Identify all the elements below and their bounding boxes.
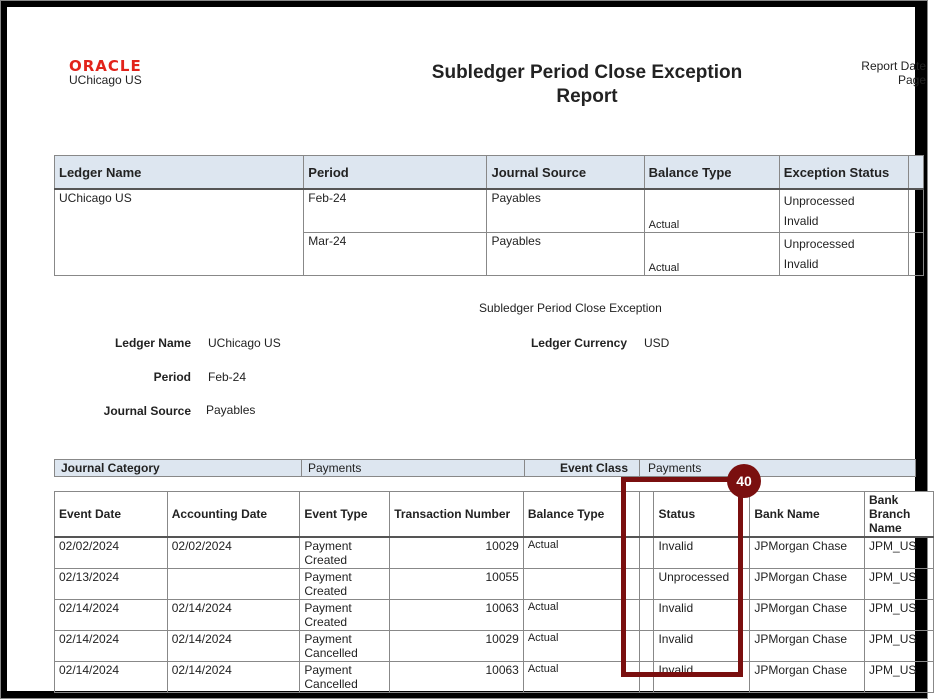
balance-type-cell: Actual: [523, 537, 640, 569]
col-ledger-name: Ledger Name: [55, 156, 304, 190]
journal-source-cell: Payables: [487, 189, 644, 233]
event-date-cell: 02/02/2024: [55, 537, 168, 569]
balance-type-cell: Actual: [644, 233, 779, 276]
bank-name-cell: JPMorgan Chase: [750, 600, 865, 631]
balance-type-cell: Actual: [644, 189, 779, 233]
accounting-date-cell: 02/14/2024: [167, 662, 300, 693]
table-row: [55, 569, 934, 600]
transaction-number-cell: 10029: [390, 631, 524, 662]
cut-cell: [908, 233, 923, 276]
journal-category-bar: [54, 459, 916, 477]
organization-name: UChicago US: [69, 73, 142, 87]
report-title: [407, 61, 767, 109]
bank-name-cell: JPMorgan Chase: [750, 569, 865, 600]
bank-branch-cell: JPM_US: [865, 662, 934, 693]
journal-source-label: Journal Source: [103, 404, 191, 418]
status-cell: Invalid: [654, 537, 750, 569]
event-date-cell: 02/14/2024: [55, 631, 168, 662]
cut-cell: [908, 189, 923, 233]
exception-status-cell: [779, 233, 908, 276]
bank-name-cell: JPMorgan Chase: [750, 537, 865, 569]
status-cell: Unprocessed: [654, 569, 750, 600]
journal-source-value: Payables: [206, 403, 256, 417]
status-cell: Invalid: [654, 662, 750, 693]
bank-branch-cell: JPM_US: [865, 600, 934, 631]
journal-source-cell: Payables: [487, 233, 644, 276]
accounting-date-cell: [167, 569, 300, 600]
period-label: Period: [153, 370, 191, 384]
callout-number-badge: 40: [727, 464, 761, 498]
event-type-line1: Payment: [304, 632, 352, 646]
ledger-name-label: Ledger Name: [114, 336, 191, 350]
event-type-cell: [300, 631, 390, 662]
report-date-label: Report Date: [861, 59, 926, 73]
report-page: [7, 7, 926, 691]
status-cell: Invalid: [654, 631, 750, 662]
event-type-line1: Payment: [304, 539, 352, 553]
summary-header-row: [55, 156, 924, 190]
status-unprocessed: Unprocessed: [783, 194, 855, 208]
event-class-label: Event Class: [560, 461, 629, 475]
status-cell: Invalid: [654, 600, 750, 631]
col-bank-branch-name: Bank Branch Name: [865, 492, 934, 538]
transaction-number-cell: 10055: [390, 569, 524, 600]
balance-type-cell: Actual: [523, 600, 640, 631]
ledger-name-value: UChicago US: [208, 336, 281, 350]
event-type-line2: Created: [304, 584, 348, 598]
col-status: Status: [654, 492, 750, 538]
status-invalid: Invalid: [783, 257, 819, 271]
summary-table: [54, 155, 924, 276]
page-label: Page: [897, 73, 926, 87]
transaction-number-cell: 10029: [390, 537, 524, 569]
table-row: [55, 662, 934, 693]
ledger-name-cell: UChicago US: [55, 189, 304, 276]
table-row: [55, 189, 924, 233]
transaction-number-cell: 10063: [390, 600, 524, 631]
table-row: [55, 537, 934, 569]
ledger-currency-value: USD: [644, 336, 670, 350]
col-transaction-number: Transaction Number: [390, 492, 524, 538]
journal-category-label: Journal Category: [61, 461, 160, 475]
title-line1: Subledger Period Close Exception: [431, 62, 743, 83]
transaction-number-cell: 10063: [390, 662, 524, 693]
event-type-line1: Payment: [304, 663, 352, 677]
divider: [301, 460, 302, 476]
detail-table: [54, 491, 934, 693]
status-callout-box: [621, 477, 743, 677]
ledger-currency-label: Ledger Currency: [530, 336, 627, 350]
col-journal-source: Journal Source: [487, 156, 644, 190]
report-date-block: [846, 59, 926, 87]
event-type-line2: Created: [304, 553, 348, 567]
exception-status-cell: [779, 189, 908, 233]
event-type-line2: Created: [304, 615, 348, 629]
period-cell: Feb-24: [304, 189, 487, 233]
bank-name-cell: JPMorgan Chase: [750, 631, 865, 662]
period-value: Feb-24: [208, 370, 247, 384]
col-cut: [908, 156, 923, 190]
balance-type-cell: Actual: [523, 631, 640, 662]
col-event-type: Event Type: [300, 492, 390, 538]
balance-type-cell: Actual: [523, 662, 640, 693]
table-row: [55, 600, 934, 631]
col-event-date: Event Date: [55, 492, 168, 538]
status-invalid: Invalid: [783, 214, 819, 228]
table-row: [55, 631, 934, 662]
bank-branch-cell: JPM_US: [865, 537, 934, 569]
event-type-cell: [300, 569, 390, 600]
bank-name-cell: JPMorgan Chase: [750, 662, 865, 693]
event-date-cell: 02/14/2024: [55, 662, 168, 693]
detail-header-row: [55, 492, 934, 538]
period-cell: Mar-24: [304, 233, 487, 276]
title-line2: Report: [556, 86, 618, 107]
oracle-logo: ORACLE: [69, 57, 142, 75]
divider: [639, 460, 640, 476]
bank-branch-cell: JPM_US: [865, 569, 934, 600]
event-type-line1: Payment: [304, 601, 352, 615]
event-type-cell: [300, 537, 390, 569]
col-balance-type: Balance Type: [523, 492, 640, 538]
event-type-line2: Cancelled: [304, 646, 358, 660]
event-date-cell: 02/14/2024: [55, 600, 168, 631]
divider: [524, 460, 525, 476]
accounting-date-cell: 02/14/2024: [167, 631, 300, 662]
accounting-date-cell: 02/02/2024: [167, 537, 300, 569]
col-bank-name: Bank Name: [750, 492, 865, 538]
event-date-cell: 02/13/2024: [55, 569, 168, 600]
section-subtitle: Subledger Period Close Exception: [479, 301, 662, 315]
event-type-line1: Payment: [304, 570, 352, 584]
bank-branch-cell: JPM_US: [865, 631, 934, 662]
col-accounting-date: Accounting Date: [167, 492, 300, 538]
status-unprocessed: Unprocessed: [783, 237, 855, 251]
col-balance-type: Balance Type: [644, 156, 779, 190]
col-period: Period: [304, 156, 487, 190]
event-class-value: Payments: [648, 461, 702, 475]
event-type-cell: [300, 600, 390, 631]
accounting-date-cell: 02/14/2024: [167, 600, 300, 631]
event-type-line2: Cancelled: [304, 677, 358, 691]
col-exception-status: Exception Status: [779, 156, 908, 190]
journal-category-value: Payments: [308, 461, 362, 475]
event-type-cell: [300, 662, 390, 693]
